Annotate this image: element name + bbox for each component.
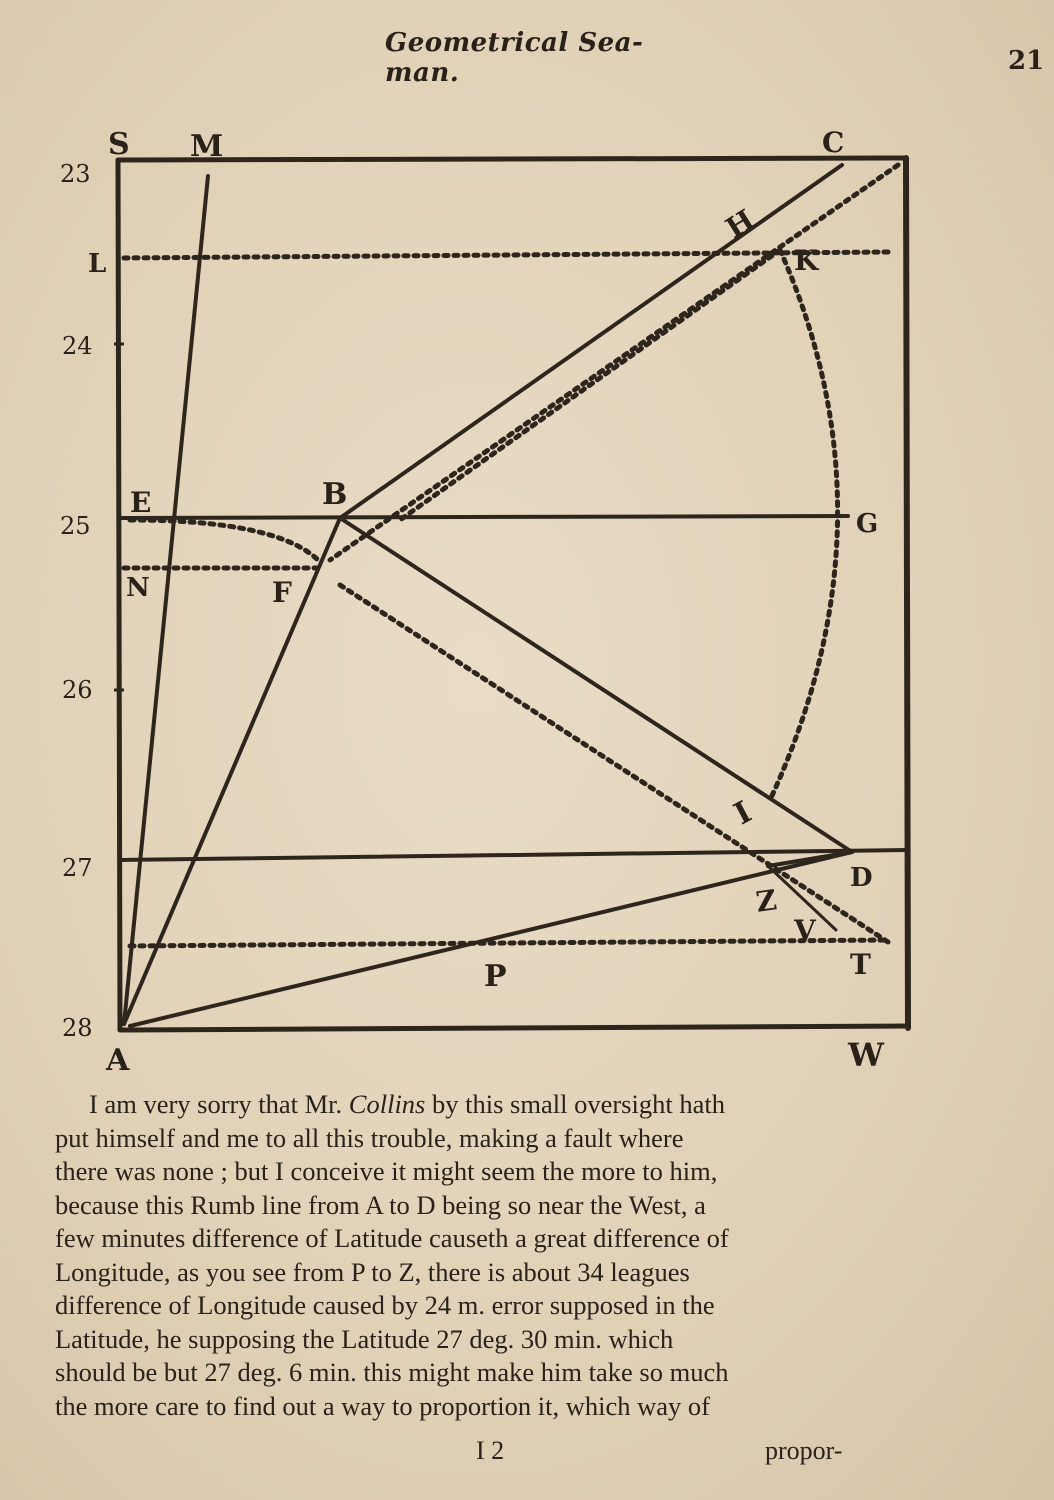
dotted-k-b [400, 250, 780, 520]
dotted-arc-k-d [770, 250, 838, 800]
line-c-b [340, 165, 842, 518]
body-line-5: few minutes difference of Latitude causeth a great difference of [55, 1223, 729, 1253]
running-head: Geometrical Sea-man. [385, 28, 644, 88]
frame-left [118, 160, 120, 1030]
dotted-b-t [340, 585, 888, 942]
person-name: Collins [348, 1089, 426, 1119]
label-l: L [88, 249, 107, 279]
label-t: T [850, 948, 871, 981]
body-line-2: put himself and me to all this trouble, making a fault where [55, 1122, 684, 1153]
label-c: C [822, 126, 845, 159]
label-h: H [719, 202, 760, 245]
label-b: B [322, 477, 348, 512]
label-z: Z [753, 883, 779, 919]
lat-24: 24 [62, 332, 93, 360]
label-n: N [126, 573, 150, 603]
page-number: 21 [1008, 46, 1045, 76]
body-line-1: I am very sorry that Mr. Collins by this small oversight hath [89, 1089, 725, 1119]
line-e-g [120, 516, 848, 518]
body-line-3: there was none ; but I conceive it might seem the more to him, [55, 1156, 718, 1186]
frame-top [118, 158, 906, 160]
label-s: S [108, 127, 130, 162]
body-line-8: Latitude, he supposing the Latitude 27 deg. 30 min. which [55, 1323, 674, 1354]
lat-25: 25 [60, 512, 91, 540]
frame-bottom [120, 1026, 908, 1030]
body-line-4: because this Rumb line from A to D being so near the West, a [55, 1189, 706, 1220]
line-27-d [120, 850, 906, 860]
dotted-c-b [330, 165, 898, 560]
label-g: G [856, 509, 879, 539]
line-b-d [340, 518, 852, 852]
label-m: M [190, 129, 224, 164]
label-i: I [728, 794, 758, 833]
lat-28: 28 [62, 1014, 93, 1042]
body-line-9: should be but 27 deg. 6 min. this might make him take so much [55, 1357, 729, 1387]
body-line-10: the more care to find out a way to proportion it, which way of [55, 1390, 710, 1421]
body-line-6: Longitude, as you see from P to Z, there is about 34 leagues [55, 1256, 690, 1287]
label-v: V [794, 914, 816, 947]
signature-mark: I 2 [476, 1436, 505, 1465]
label-k: K [794, 244, 819, 277]
lat-26: 26 [62, 676, 93, 704]
frame-right [906, 158, 908, 1028]
catchword: propor- [765, 1436, 843, 1465]
lat-23: 23 [60, 160, 91, 188]
dotted-p-t [130, 940, 888, 946]
body-paragraph [55, 1088, 875, 1423]
line-b-a [124, 518, 340, 1024]
label-f: F [272, 576, 292, 609]
lat-27: 27 [62, 854, 93, 882]
body-line-7: difference of Longitude caused by 24 m. error supposed in the [55, 1290, 715, 1320]
label-d: D [850, 863, 873, 893]
label-e: E [130, 486, 152, 519]
label-a: A [106, 1043, 130, 1078]
label-w: W [848, 1036, 884, 1074]
dotted-arc-e-f [130, 520, 320, 562]
label-p: P [484, 959, 507, 994]
